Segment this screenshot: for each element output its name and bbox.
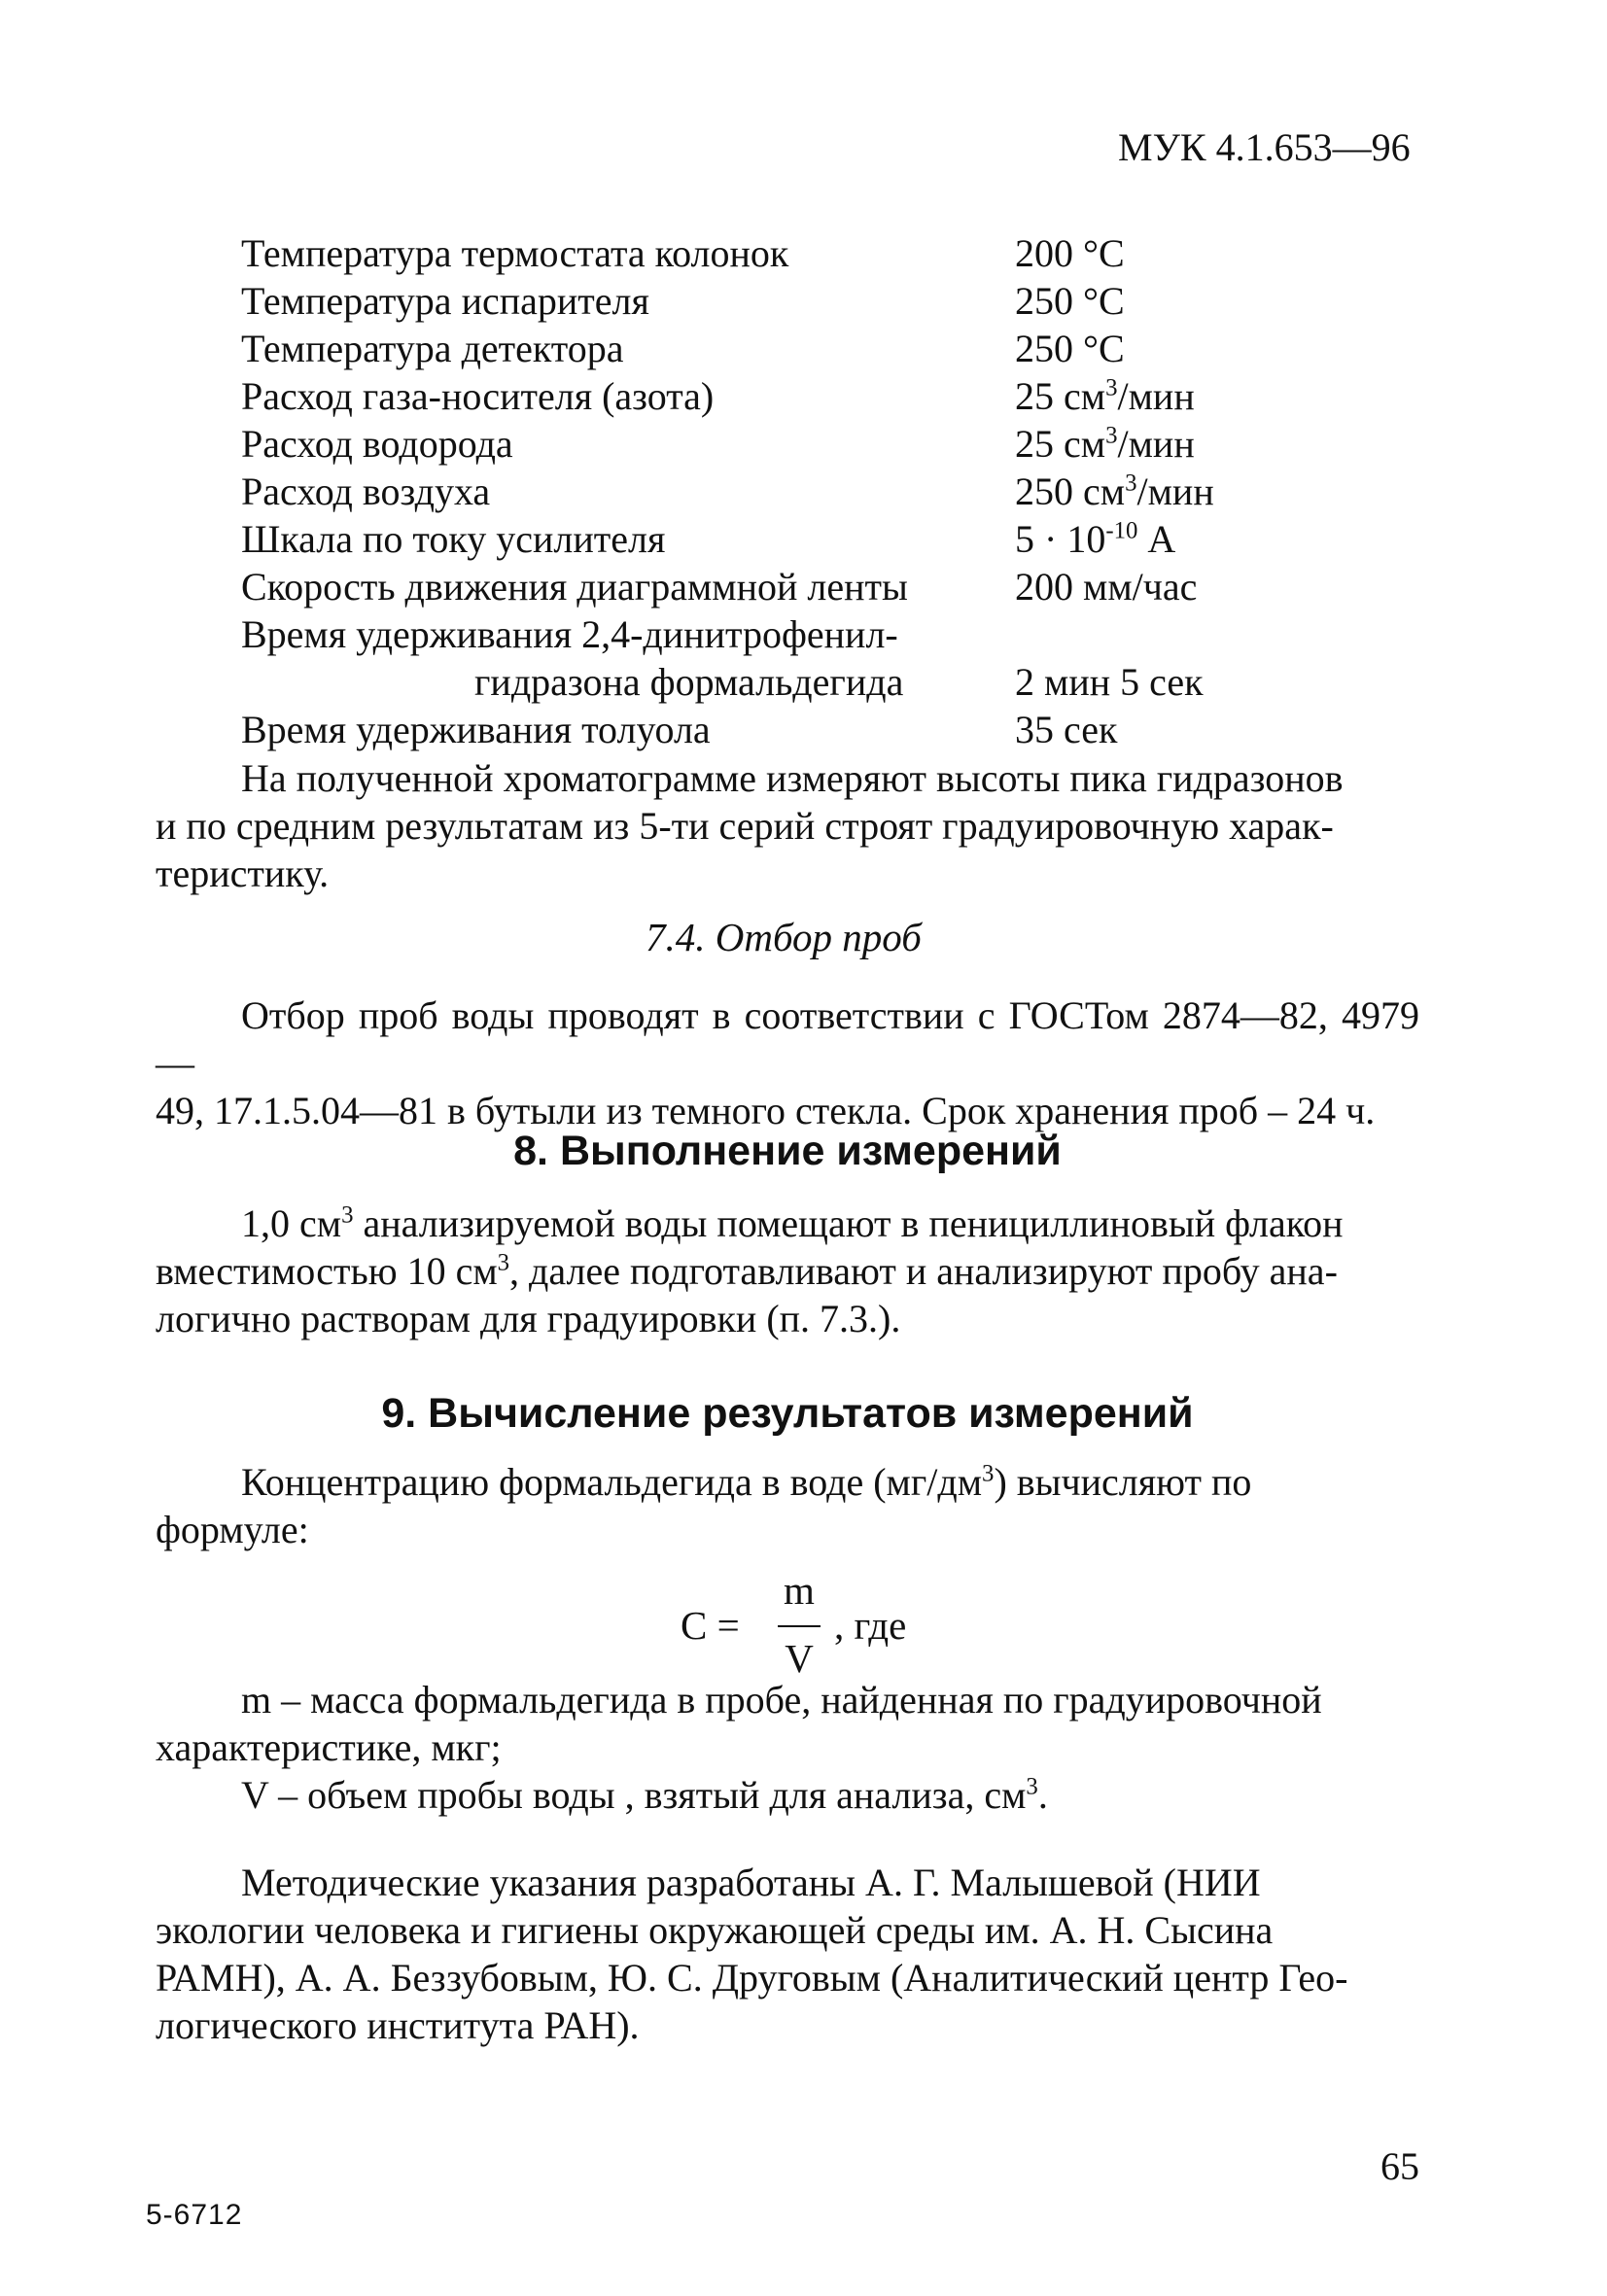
text-line: логично растворам для градуировки (п. 7.3.).	[156, 1297, 901, 1340]
text-line: 49, 17.1.5.04—81 в бутыли из темного стекла. Срок хранения проб – 24 ч.	[156, 1089, 1376, 1132]
param-value: $5 \cdot 10^{-10}$ А	[1015, 517, 1176, 561]
param-value: 200 мм/час	[1015, 565, 1198, 609]
formula-lhs: С =	[681, 1603, 740, 1648]
formula-suffix: , где	[834, 1603, 907, 1648]
text-line: V – объем пробы воды , взятый для анализа, $см^3$.	[241, 1773, 1048, 1817]
text-line: и по средним результатам из 5-ти серий строят градуировочную харак-	[156, 804, 1334, 848]
param-row	[241, 468, 1349, 515]
param-value: 2 мин 5 сек	[1015, 660, 1204, 704]
param-label: Время удерживания толуола	[241, 708, 711, 751]
param-row	[241, 610, 1349, 658]
param-label: Шкала по току усилителя	[241, 517, 666, 561]
param-row	[241, 325, 1349, 372]
paragraph-definitions	[156, 1676, 1419, 1819]
param-label: Расход водорода	[241, 422, 513, 466]
text-line: 1,0 $см^3$ анализируемой воды помещают в пенициллиновый флакон	[241, 1201, 1344, 1245]
text-line: РАМН), А. А. Беззубовым, Ю. С. Друговым (Аналитический центр Гео-	[156, 1956, 1348, 2000]
param-value: 250 °С	[1015, 279, 1125, 323]
param-label: Температура детектора	[241, 327, 624, 370]
section-heading: 9. Вычисление результатов измерений	[381, 1390, 1194, 1437]
text-line: На полученной хроматограмме измеряют высоты пика гидразонов	[241, 756, 1344, 800]
param-label: Расход газа-носителя (азота)	[241, 374, 715, 418]
param-label: Температура термостата колонок	[241, 231, 789, 275]
text-line: вместимостью 10 $см^3$, далее подготавливают и анализируют пробу ана-	[156, 1249, 1338, 1293]
param-label: Расход воздуха	[241, 470, 491, 513]
text-line: характеристике, мкг;	[156, 1725, 502, 1769]
param-row	[241, 658, 1349, 706]
param-value: 25 $см^3$/мин	[1015, 422, 1195, 466]
text-line: логического института РАН).	[156, 2003, 640, 2047]
text-line: формуле:	[156, 1508, 309, 1551]
formula-numerator: m	[784, 1568, 815, 1613]
parameter-list	[241, 229, 1349, 753]
fraction-bar	[778, 1625, 821, 1627]
section-heading: 8. Выполнение измерений	[513, 1128, 1062, 1174]
param-label: гидразона формальдегида	[474, 660, 904, 704]
param-label: Температура испарителя	[241, 279, 649, 323]
param-row	[241, 372, 1349, 420]
param-label: Скорость движения диаграммной ленты	[241, 565, 908, 609]
formula-denominator: V	[785, 1636, 814, 1681]
param-label: Время удерживания 2,4-динитрофенил-	[241, 612, 898, 656]
text-line: m – масса формальдегида в пробе, найденная по градуировочной	[241, 1678, 1322, 1722]
text-line: Отбор проб воды проводят в соответствии с ГОСТом 2874—82, 4979—	[156, 993, 1419, 1085]
param-value: 250 $см^3$/мин	[1015, 470, 1214, 513]
page-number: 65	[1380, 2144, 1419, 2188]
text-line: экологии человека и гигиены окружающей среды им. А. Н. Сысина	[156, 1908, 1274, 1952]
param-value: 250 °С	[1015, 327, 1125, 370]
param-row	[241, 229, 1349, 277]
param-row	[241, 277, 1349, 325]
param-row	[241, 563, 1349, 610]
text-line: теристику.	[156, 852, 330, 895]
subsection-heading: 7.4. Отбор проб	[646, 915, 922, 959]
param-row	[241, 706, 1349, 753]
paragraph-measurement	[156, 1200, 1419, 1342]
param-value: 200 °С	[1015, 231, 1125, 275]
paragraph-authors	[156, 1859, 1419, 2049]
paragraph-sampling	[156, 991, 1419, 1134]
paragraph-calculation	[156, 1458, 1419, 1553]
document-code-header: МУК 4.1.653—96	[1118, 125, 1411, 169]
footer-code: 5-6712	[146, 2199, 243, 2231]
paragraph-chromatogram	[156, 754, 1419, 897]
param-value: 35 сек	[1015, 708, 1118, 751]
text-line: Концентрацию формальдегида в воде $(мг/дм^3)$ вычисляют по	[241, 1460, 1252, 1504]
param-value: 25 $см^3$/мин	[1015, 374, 1195, 418]
param-row	[241, 420, 1349, 468]
text-line: Методические указания разработаны А. Г. Малышевой (НИИ	[241, 1861, 1261, 1904]
param-row	[241, 515, 1349, 563]
